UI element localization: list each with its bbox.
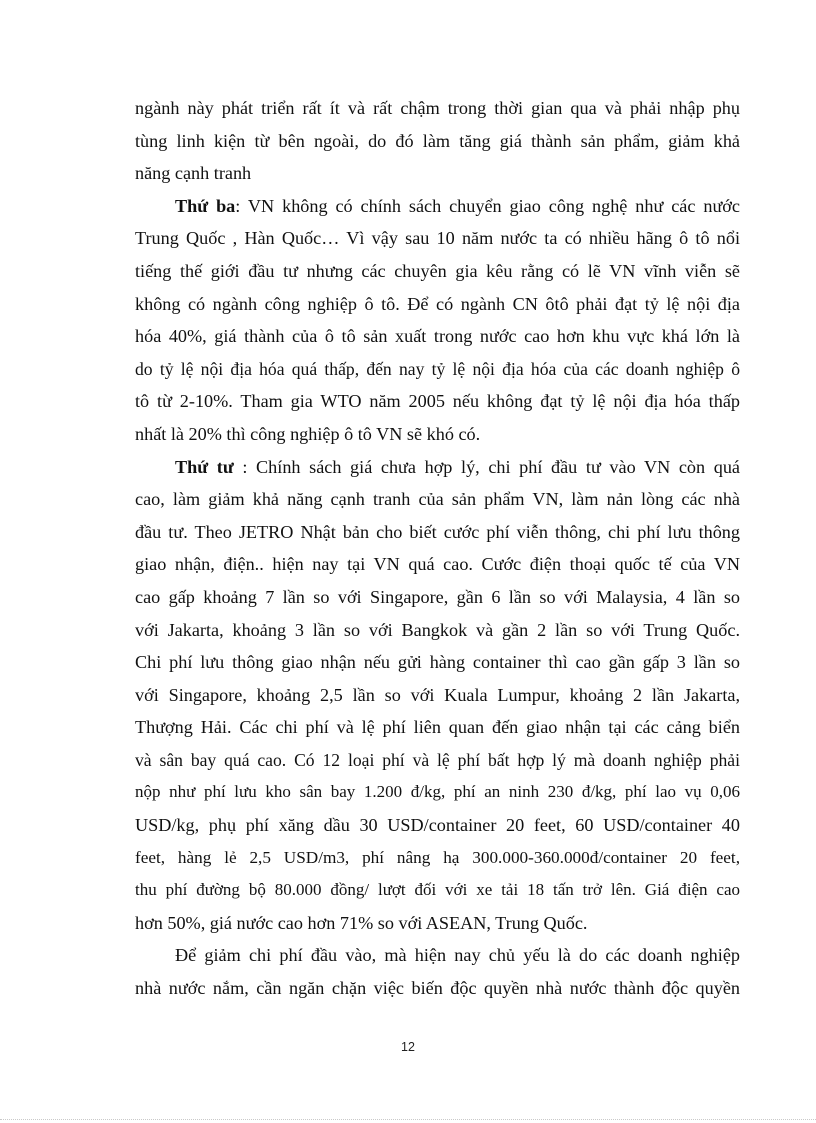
page-number: 12 (401, 1040, 415, 1054)
text-line: nộp như phí lưu kho sân bay 1.200 đ/kg, phí an ninh 230 đ/kg, phí lao vụ 0,06 (135, 782, 740, 802)
text-run: : Chính sách giá chưa hợp lý, chi phí đầu tư vào VN còn quá (233, 456, 740, 477)
text-line: đầu tư. Theo JETRO Nhật bản cho biết cước phí viễn thông, chi phí lưu thông (135, 521, 740, 542)
text-line: nhất là 20% thì công nghiệp ô tô VN sẽ khó có. (135, 423, 481, 444)
text-line: USD/kg, phụ phí xăng dầu 30 USD/container 20 feet, 60 USD/container 40 (135, 815, 740, 836)
text-line: feet, hàng lẻ 2,5 USD/m3, phí nâng hạ 300.000-360.000đ/container 20 feet, (135, 847, 740, 867)
text-line: nhà nước nắm, cần ngăn chặn việc biến độc quyền nhà nước thành độc quyền (135, 978, 740, 999)
text-line: cao, làm giảm khả năng cạnh tranh của sản phẩm VN, làm nản lòng các nhà (135, 489, 740, 510)
paragraph-thu-ba (135, 190, 740, 451)
text-line: tô từ 2-10%. Tham gia WTO năm 2005 nếu không đạt tỷ lệ nội địa hóa thấp (135, 391, 740, 412)
document-body (135, 92, 740, 1005)
text-line (135, 190, 740, 223)
text-line: giao nhận, điện.. hiện nay tại VN quá cao. Cước điện thoại quốc tế của VN (135, 554, 740, 575)
text-line: với Singapore, khoảng 2,5 lần so với Kuala Lumpur, khoảng 2 lần Jakarta, (135, 684, 740, 705)
paragraph-thu-tu (135, 451, 740, 940)
text-line: Chi phí lưu thông giao nhận nếu gửi hàng container thì cao gần gấp 3 lần so (135, 652, 740, 673)
text-line: cao gấp khoảng 7 lần so với Singapore, gần 6 lần so với Malaysia, 4 lần so (135, 586, 740, 607)
page-divider (0, 1119, 816, 1120)
text-line: với Jakarta, khoảng 3 lần so với Bangkok và gần 2 lần so với Trung Quốc. (135, 619, 740, 640)
text-line: và sân bay quá cao. Có 12 loại phí và lệ phí bất hợp lý mà doanh nghiệp phải (135, 749, 740, 770)
paragraph-1 (135, 92, 740, 190)
text-line: năng cạnh tranh (135, 163, 252, 184)
text-line: hóa 40%, giá thành của ô tô sản xuất trong nước cao hơn khu vực khá lớn là (135, 326, 740, 347)
paragraph-lead-term: Thứ tư (175, 456, 234, 477)
text-line: Để giảm chi phí đầu vào, mà hiện nay chủ yếu là do các doanh nghiệp (175, 945, 740, 966)
text-line: ngành này phát triển rất ít và rất chậm trong thời gian qua và phải nhập phụ (135, 98, 740, 118)
text-line: Thượng Hải. Các chi phí và lệ phí liên quan đến giao nhận tại các cảng biển (135, 717, 740, 738)
text-line: tùng linh kiện từ bên ngoài, do đó làm tăng giá thành sản phẩm, giảm khả (135, 130, 740, 151)
text-line: thu phí đường bộ 80.000 đồng/ lượt đối với xe tải 18 tấn trở lên. Giá điện cao (135, 880, 740, 900)
text-line: hơn 50%, giá nước cao hơn 71% so với ASEAN, Trung Quốc. (135, 912, 588, 933)
paragraph-lead-term: Thứ ba (175, 195, 236, 216)
text-run: : VN không có chính sách chuyển giao công nghệ như các nước (235, 195, 740, 216)
paragraph-4 (135, 939, 740, 1004)
text-line: Trung Quốc , Hàn Quốc… Vì vậy sau 10 năm nước ta có nhiều hãng ô tô nổi (135, 228, 740, 249)
text-line: tiếng thế giới đầu tư nhưng các chuyên gia kêu rằng có lẽ VN vĩnh viễn sẽ (135, 260, 740, 281)
text-line (135, 451, 740, 484)
text-line: do tỷ lệ nội địa hóa quá thấp, đến nay tỷ lệ nội địa hóa của các doanh nghiệp ô (135, 358, 740, 379)
text-line: không có ngành công nghiệp ô tô. Để có ngành CN ôtô phải đạt tỷ lệ nội địa (135, 293, 740, 314)
